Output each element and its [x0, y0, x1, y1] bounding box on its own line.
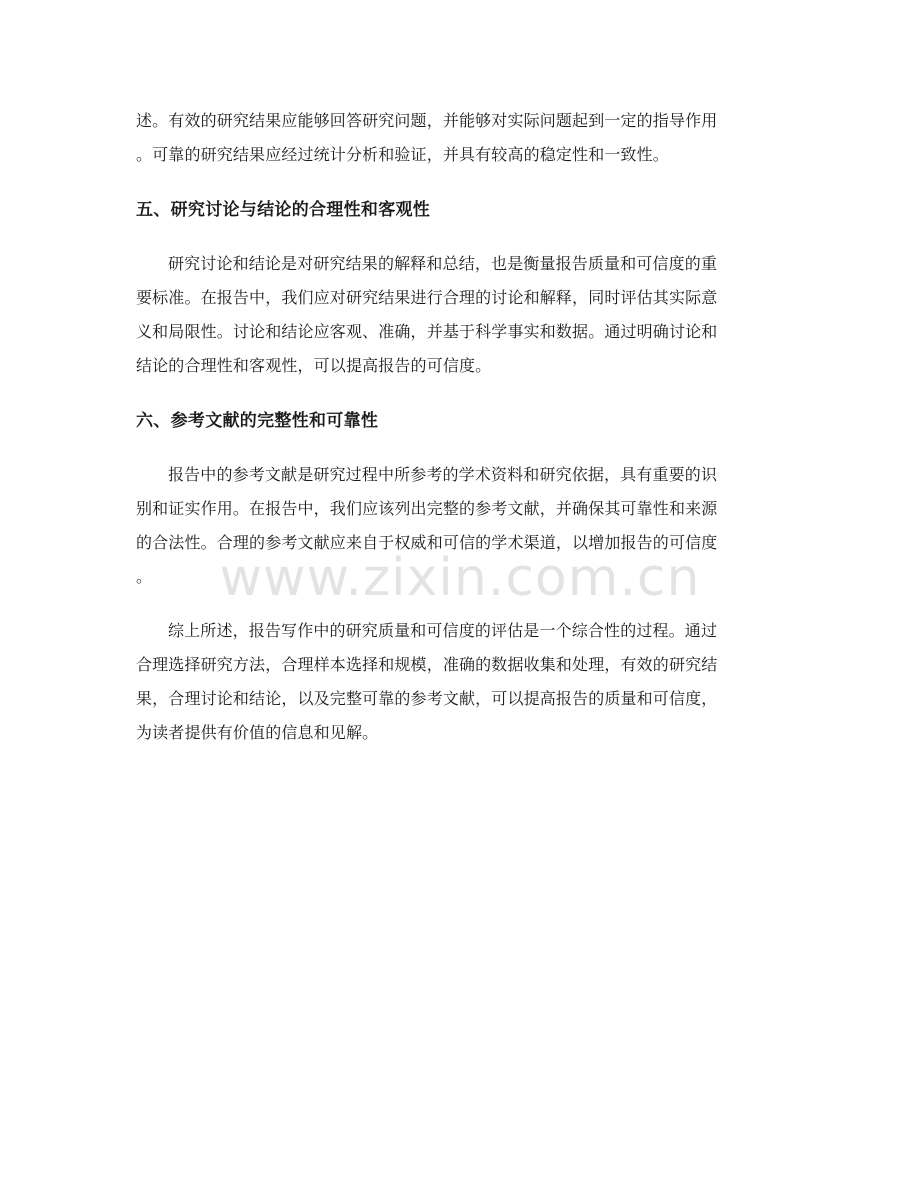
text-line: 。 — [136, 567, 153, 586]
text-line: 义和局限性。讨论和结论应客观、准确，并基于科学事实和数据。通过明确讨论和 — [136, 322, 718, 341]
section-5-heading: 五、研究讨论与结论的合理性和客观性 — [136, 200, 431, 220]
watermark: www.zixin.com.cn — [219, 548, 701, 608]
document-body — [136, 104, 786, 750]
text-line: 报告中的参考文献是研究过程中所参考的学术资料和研究依据，具有重要的识 — [168, 465, 718, 484]
section-5-paragraph — [136, 247, 786, 383]
text-line: 。可靠的研究结果应经过统计分析和验证，并具有较高的稳定性和一致性。 — [136, 145, 669, 164]
intro-paragraph — [136, 104, 786, 172]
text-line: 为读者提供有价值的信息和见解。 — [136, 723, 379, 742]
text-line: 的合法性。合理的参考文献应来自于权威和可信的学术渠道，以增加报告的可信度 — [136, 533, 718, 552]
section-6-paragraph — [136, 458, 786, 594]
text-line: 结论的合理性和客观性，可以提高报告的可信度。 — [136, 356, 492, 375]
text-line: 要标准。在报告中，我们应对研究结果进行合理的讨论和解释，同时评估其实际意 — [136, 288, 718, 307]
text-line: 合理选择研究方法，合理样本选择和规模，准确的数据收集和处理，有效的研究结 — [136, 655, 718, 674]
text-line: 研究讨论和结论是对研究结果的解释和总结，也是衡量报告质量和可信度的重 — [168, 254, 718, 273]
text-line: 述。有效的研究结果应能够回答研究问题，并能够对实际问题起到一定的指导作用 — [136, 111, 718, 130]
text-line: 果，合理讨论和结论，以及完整可靠的参考文献，可以提高报告的质量和可信度， — [136, 689, 718, 708]
conclusion-paragraph — [136, 614, 786, 750]
text-line: 综上所述，报告写作中的研究质量和可信度的评估是一个综合性的过程。通过 — [168, 621, 718, 640]
section-6-heading: 六、参考文献的完整性和可靠性 — [136, 411, 379, 431]
text-line: 别和证实作用。在报告中，我们应该列出完整的参考文献，并确保其可靠性和来源 — [136, 499, 718, 518]
